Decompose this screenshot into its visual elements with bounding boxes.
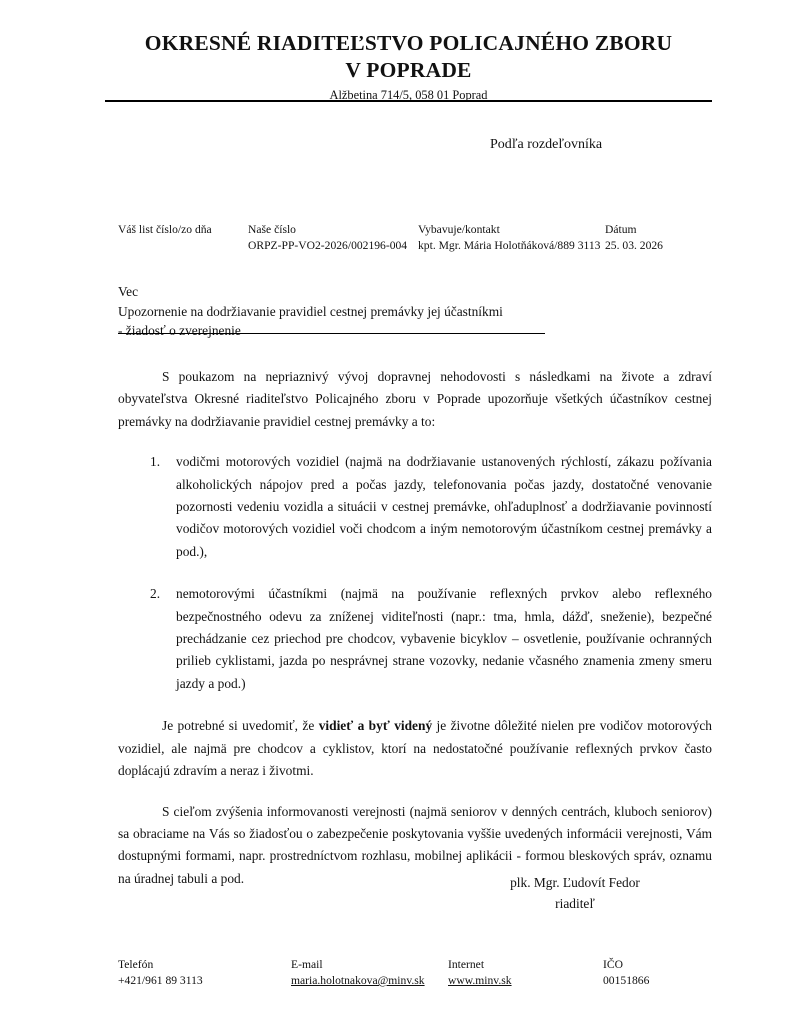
phone-value: +421/961 89 3113 [118, 974, 203, 987]
contact-label: Vybavuje/kontakt [418, 223, 500, 236]
footer-col-ico [603, 957, 649, 989]
paragraph-intro: S poukazom na nepriaznivý vývoj dopravnej nehodovosti s následkami na živote a zdraví obyvateľstva Okresné riaditeľstvo Policajného zboru v Poprade upozorňuje všetkých účastníkov cestnej premávky na dodržiavanie pravidiel cestnej premávky a to: [118, 369, 712, 429]
subject-line-1: Upozornenie na dodržiavanie pravidiel cestnej premávky jej účastníkmi [118, 303, 503, 319]
subject-block [118, 282, 678, 341]
email-label: E-mail [291, 958, 323, 971]
paragraph-visibility-post: je životne dôležité nielen pre vodičov motorových vozidiel, ale najmä pre chodcov a cyklistov, ktorí na nedostatočné používanie reflexných prvkov často doplácajú zdravím a neraz i životmi. [118, 718, 712, 779]
footer-col-phone [118, 957, 203, 989]
date-value: 25. 03. 2026 [605, 238, 663, 252]
our-ref-label: Naše číslo [248, 223, 296, 236]
paragraph-visibility [118, 715, 712, 782]
ico-label: IČO [603, 958, 623, 971]
contact-value: kpt. Mgr. Mária Holotňáková/889 3113 [418, 238, 601, 252]
letterhead [105, 30, 712, 104]
letter-body [118, 366, 712, 890]
reference-col-contact [418, 222, 600, 253]
signatory-name: plk. Mgr. Ľudovít Fedor [510, 875, 640, 890]
your-ref-label: Váš list číslo/zo dňa [118, 223, 212, 236]
signature-block [430, 872, 720, 914]
list-item-text: vodičmi motorových vozidiel (najmä na dodržiavanie ustanovených rýchlostí, zákazu požívania alkoholických nápojov pred a počas jazdy, telefonovania počas jazdy, dostatočné venovanie pozornosti vedeniu vozidla a situácii v cestnej premávke, ohľaduplnosť a dodržiavanie povinností vodičov motorových vozidiel voči chodcom a iným nemotorovým účastníkom cestnej premávky a pod.), [176, 454, 712, 559]
reference-col-your-ref [118, 222, 212, 238]
footer-col-email [291, 957, 425, 989]
signatory-title: riaditeľ [555, 896, 595, 911]
header-divider-rule [105, 100, 712, 102]
rules-list [118, 451, 712, 695]
list-item [118, 451, 712, 563]
list-item-marker: 1. [150, 454, 161, 470]
reference-col-date [605, 222, 663, 253]
list-item-text: nemotorovými účastníkmi (najmä na používanie reflexných prvkov alebo reflexného bezpečnostného odevu za zníženej viditeľnosti (napr.: tma, hmla, dážď, sneženie), bezpečné prechádzanie cez priechod pre chodcov, vybavenie bicyklov – osvetlenie, používanie ochranných prilieb cyklistami, jazda po nesprávnej strane vozovky, nedanie včasného znamenia zmeny smeru jazdy a pod.) [176, 586, 712, 691]
subject-underline-rule [118, 333, 545, 334]
paragraph-visibility-pre: Je potrebné si uvedomiť, že [162, 718, 319, 734]
list-item-marker: 2. [150, 586, 161, 602]
website-link[interactable]: www.minv.sk [448, 974, 512, 987]
subject-label: Vec [118, 284, 139, 299]
list-item [118, 583, 712, 695]
email-link[interactable]: maria.holotnakova@minv.sk [291, 974, 425, 987]
organization-address: Alžbetina 714/5, 058 01 Poprad [329, 88, 488, 102]
phone-label: Telefón [118, 958, 154, 971]
addressee-block: Podľa rozdeľovníka [490, 137, 603, 152]
paragraph-visibility-emphasis: vidieť a byť videný [318, 718, 433, 734]
footer-col-internet [448, 957, 512, 989]
internet-label: Internet [448, 958, 485, 971]
organization-name-line1: OKRESNÉ RIADITEĽSTVO POLICAJNÉHO ZBORU [144, 31, 673, 55]
reference-col-our-ref [248, 222, 407, 253]
ico-value: 00151866 [603, 974, 650, 987]
organization-name-line2: V POPRADE [345, 58, 472, 82]
date-label: Dátum [605, 223, 637, 236]
our-ref-value: ORPZ-PP-VO2-2026/002196-004 [248, 238, 408, 252]
subject-line-2: - žiadosť o zverejnenie [118, 323, 241, 338]
paragraph-request: S cieľom zvýšenia informovanosti verejnosti (najmä seniorov v denných centrách, kluboch seniorov) sa obraciame na Vás so žiadosťou o zabezpečenie poskytovania vyššie uvedených informácii verejnosti, Vám dostupnými formami, napr. prostredníctvom rozhlasu, mobilnej aplikácii - formou bleskových správ, oznamu na úradnej tabuli a pod. [118, 803, 712, 886]
